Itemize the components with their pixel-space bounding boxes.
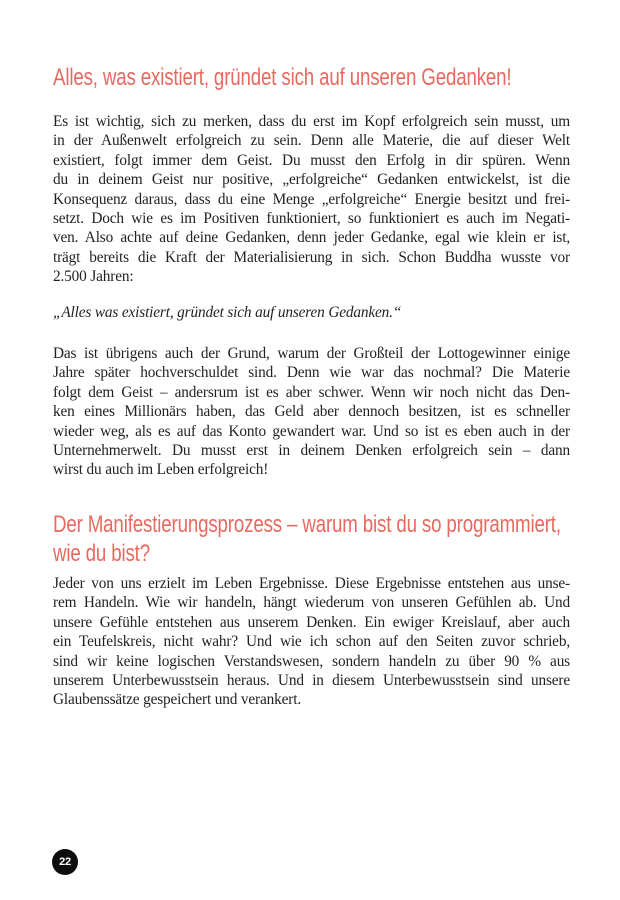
paragraph-success-in-mind xyxy=(53,112,570,287)
text-line: Es ist wichtig, sich zu merken, dass du erst im Kopf erfolgreich sein musst, um xyxy=(53,113,570,130)
text-line: Jahre später hochverschuldet sind. Denn wie war das nochmal? Die Materie xyxy=(53,364,570,382)
page-number-badge xyxy=(52,849,78,875)
text-line: unsere Gefühle entstehen aus unserem Denken. Ein ewiger Kreislauf, aber auch xyxy=(53,613,570,631)
section-heading-thoughts: Alles, was existiert, gründet sich auf unseren Gedanken! xyxy=(53,64,512,91)
text-line: Glaubenssätze gespeichert und verankert. xyxy=(53,691,301,709)
text-line: in der Außenwelt erfolgreich zu sein. Denn alle Materie, die auf dieser Welt xyxy=(53,132,570,150)
page-number: 22 xyxy=(59,856,71,868)
text-line: Konsequenz daraus, dass du eine Menge „erfolgreiche“ Energie besitzt und frei- xyxy=(53,190,570,208)
buddha-quote xyxy=(53,303,570,322)
text-line: unserem Unterbewusstsein heraus. Und in diesem Unterbewusstsein sind unsere xyxy=(53,671,570,689)
section-heading-manifestation xyxy=(53,510,620,568)
text-line: du in deinem Geist nur positive, „erfolgreiche“ Gedanken entwickelst, ist die xyxy=(53,171,570,189)
heading-line: wie du bist? xyxy=(53,540,150,567)
text-line: rem Handeln. Wie wir handeln, hängt wiederum von unseren Gefühlen ab. Und xyxy=(53,594,570,612)
paragraph-results-cycle xyxy=(53,574,570,710)
heading-line: Der Manifestierungsprozess – warum bist du so programmiert, xyxy=(53,511,561,538)
text-line: wirst du auch im Leben erfolgreich! xyxy=(53,461,269,479)
text-line: wieder weg, als es auf das Konto gewandert war. Und so ist es eben auch in der xyxy=(53,422,570,440)
text-line: Jeder von uns erzielt im Leben Ergebnisse. Diese Ergebnisse entstehen aus unse- xyxy=(53,575,570,592)
text-line: sind wir keine logischen Verstandswesen, sondern handeln zu über 90 % aus xyxy=(53,652,570,670)
text-line: existiert, folgt immer dem Geist. Du musst den Erfolg in dir spüren. Wenn xyxy=(53,151,570,169)
quote-text: „Alles was existiert, gründet sich auf unseren Gedanken.“ xyxy=(53,304,402,321)
text-line: Das ist übrigens auch der Grund, warum der Großteil der Lottogewinner einige xyxy=(53,345,570,362)
text-line: setzt. Doch wie es im Positiven funktioniert, so funktioniert es auch im Negati- xyxy=(53,209,570,227)
text-line: folgt dem Geist – andersrum ist es aber schwer. Wenn wir noch nicht das Den- xyxy=(53,383,570,401)
text-line: ven. Also achte auf deine Gedanken, denn jeder Gedanke, egal wie klein er ist, xyxy=(53,229,570,247)
text-line: 2.500 Jahren: xyxy=(53,268,134,286)
text-line: Unternehmerwelt. Du musst erst in deinem Denken erfolgreich sein – dann xyxy=(53,441,570,459)
text-line: ein Teufelskreis, nicht wahr? Und wie ich schon auf den Seiten zuvor schrieb, xyxy=(53,633,570,651)
text-line: trägt bereits die Kraft der Materialisierung in sich. Schon Buddha wusste vor xyxy=(53,248,570,266)
text-line: ken eines Millionärs haben, das Geld aber dennoch besitzen, ist es schneller xyxy=(53,403,570,421)
paragraph-lottery-winners xyxy=(53,344,570,480)
